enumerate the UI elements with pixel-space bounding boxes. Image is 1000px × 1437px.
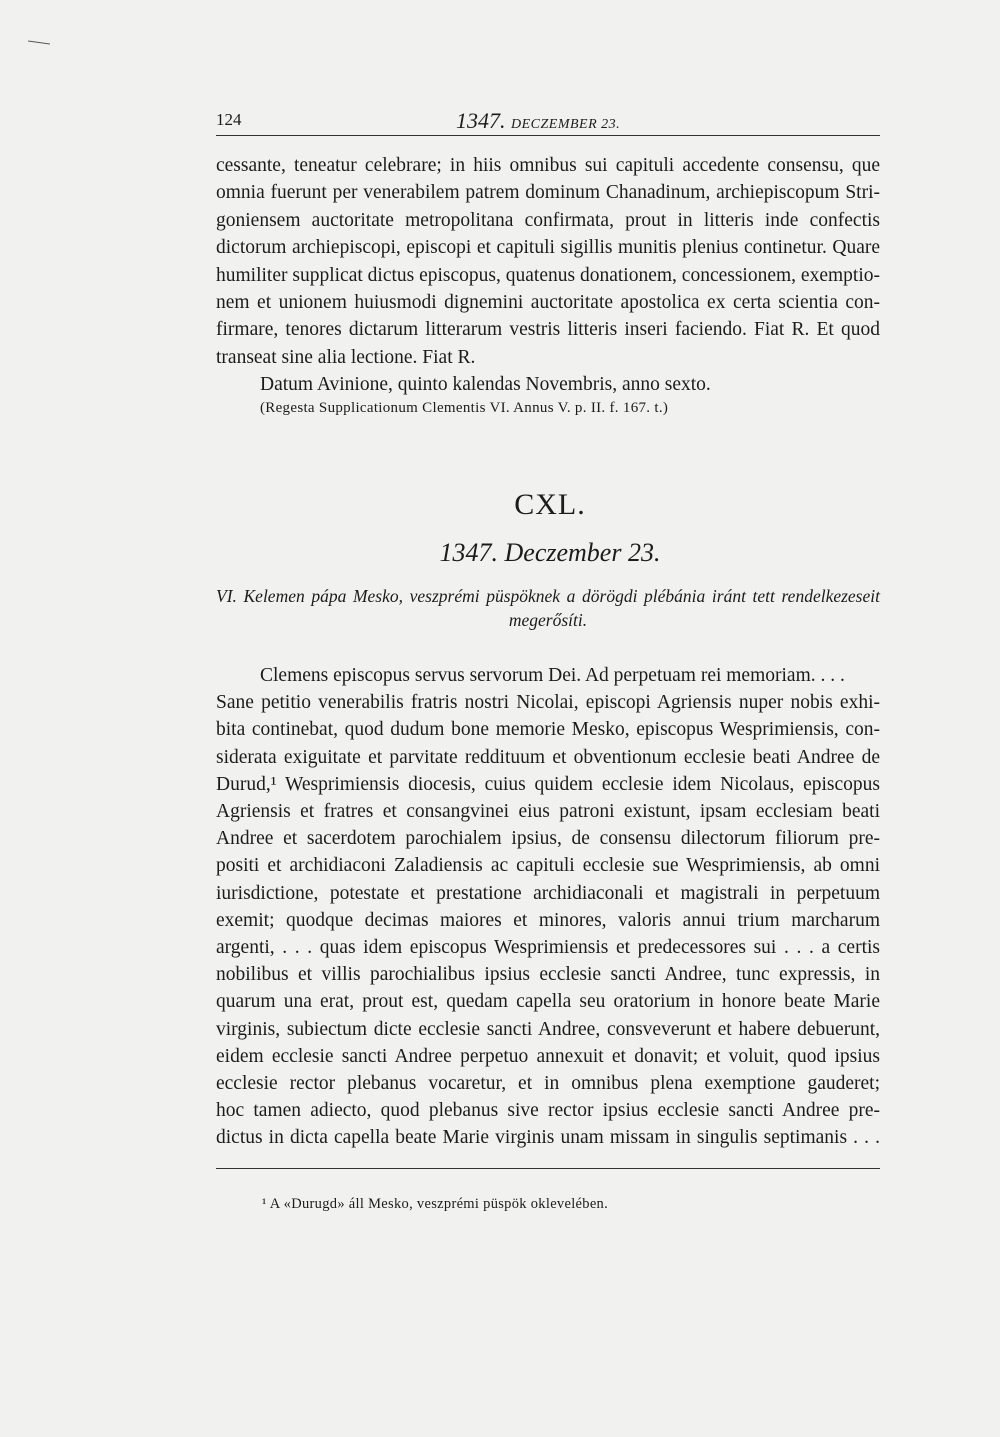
datum-line: Datum Avinione, quinto kalendas Novembris, anno sexto.	[260, 374, 711, 396]
continuation-text	[216, 152, 880, 399]
document-number: CXL.	[514, 488, 586, 521]
source-note: (Regesta Supplicationum Clementis VI. Annus V. p. II. f. 167. t.)	[260, 400, 669, 416]
text-line: iurisdictione, potestate et prestatione archidiaconali et magistrali in perpetuum	[216, 882, 880, 904]
text-line: exemit; quodque decimas maiores et minores, valoris annui trium marcharum	[216, 909, 880, 931]
document-summary	[216, 584, 880, 632]
footnote-rule	[216, 1168, 880, 1169]
page-number: 124	[216, 110, 242, 129]
text-line: nobilibus et villis parochialibus ipsius ecclesie sancti Andree, tunc expressis, in	[216, 964, 880, 986]
text-line: positi et archidiaconi Zaladiensis ac capituli ecclesie sue Wesprimiensis, ab omni	[216, 855, 880, 877]
text-line: siderata exiguitate et parvitate reddituum et obventionum ecclesie beati Andree de	[216, 746, 880, 768]
text-line: bita continebat, quod dudum bone memorie Mesko, episcopus Wesprimiensis, con-	[216, 719, 880, 741]
text-line: humiliter supplicat dictus episcopus, quatenus donationem, concessionem, exemptio-	[216, 264, 880, 286]
text-line: nem et unionem huiusmodi dignemini auctoritate apostolica ex certa scientia con-	[216, 292, 880, 314]
summary-line: megerősíti.	[508, 610, 588, 630]
corner-mark	[28, 40, 50, 44]
document-date: 1347. Deczember 23.	[439, 538, 661, 567]
text-line: ecclesie rector plebanus vocaretur, et in omnibus plena exemptione gauderet;	[216, 1073, 880, 1095]
text-line: dictus in dicta capella beate Marie virginis unam missam in singulis septimanis . . .	[216, 1127, 880, 1149]
footnote: ¹ A «Durugd» áll Mesko, veszprémi püspök oklevelében.	[262, 1196, 609, 1212]
text-line: dictorum archiepiscopi, episcopi et capituli sigillis munitis plenius continetur. Quare	[216, 237, 880, 259]
summary-line: VI. Kelemen pápa Mesko, veszprémi püspöknek a dörögdi plébánia iránt tett rendelkezeseit	[216, 586, 880, 606]
document-text	[216, 662, 880, 1152]
text-line: Andree et sacerdotem parochialem ipsius, de consensu dilectorum filiorum pre-	[216, 828, 880, 850]
header-month-day: DECZEMBER 23.	[511, 117, 621, 132]
text-line: Agriensis et fratres et consangvinei eius patroni existunt, ipsam ecclesiam beati	[216, 801, 880, 823]
header-rule	[216, 135, 880, 136]
text-line: Sane petitio venerabilis fratris nostri Nicolai, episcopi Agriensis nuper nobis exhi-	[216, 692, 880, 714]
text-line: hoc tamen adiecto, quod plebanus sive rector ipsius ecclesie sancti Andree pre-	[216, 1100, 880, 1122]
text-line: firmare, tenores dictarum litterarum vestris litteris inseri faciendo. Fiat R. Et quod	[216, 319, 880, 341]
text-line: cessante, teneatur celebrare; in hiis omnibus sui capituli accedente consensu, que	[216, 155, 880, 176]
text-line: goniensem auctoritate metropolitana confirmata, prout in litteris inde confectis	[216, 209, 880, 231]
text-line: transeat sine alia lectione. Fiat R.	[216, 346, 476, 368]
running-header	[216, 108, 880, 134]
text-line: eidem ecclesie sancti Andree perpetuo annexuit et donavit; et voluit, quod ipsius	[216, 1045, 880, 1067]
text-line: omnia fuerunt per venerabilem patrem dominum Chanadinum, archiepiscopum Stri-	[216, 182, 880, 204]
header-year: 1347.	[456, 108, 506, 133]
header-title	[456, 108, 620, 134]
text-line: virginis, subiectum dicte ecclesie sancti Andree, consveverunt et habere debuerunt,	[216, 1018, 880, 1040]
text-line: Durud,¹ Wesprimiensis diocesis, cuius quidem ecclesie idem Nicolaus, episcopus	[216, 773, 880, 795]
text-line: Clemens episcopus servus servorum Dei. Ad perpetuam rei memoriam. . . .	[260, 665, 845, 686]
text-line: quarum una erat, prout est, quedam capella seu oratorium in honore beate Marie	[216, 991, 880, 1013]
text-line: argenti, . . . quas idem episcopus Wesprimiensis et predecessores sui . . . a certis	[216, 937, 880, 959]
